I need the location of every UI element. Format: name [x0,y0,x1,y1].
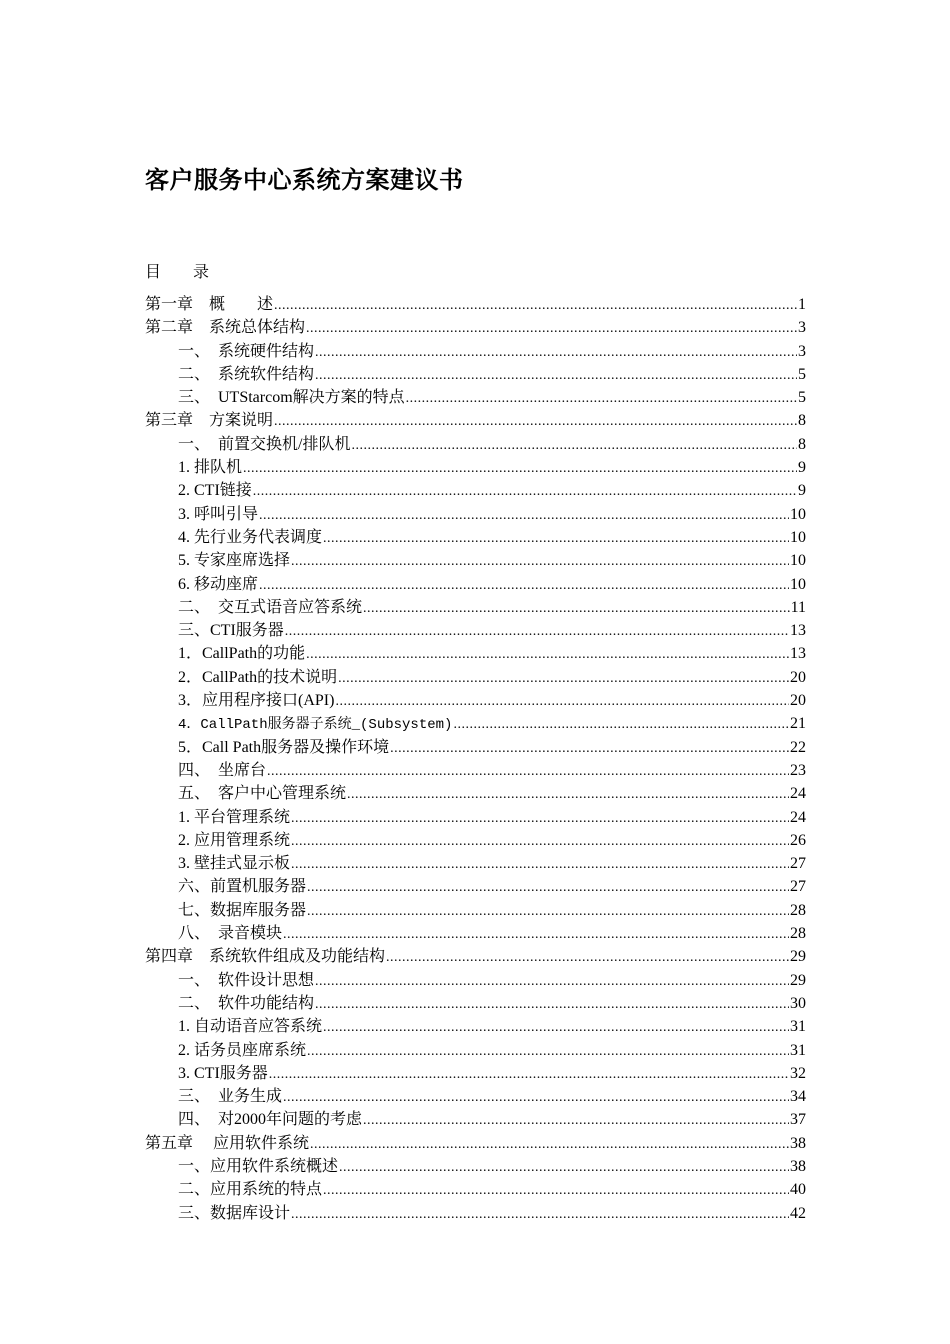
toc-page-number: 34 [790,1088,806,1106]
toc-entry[interactable] [145,1015,806,1038]
document-title: 客户服务中心系统方案建议书 [145,166,464,194]
toc-dot-leader [285,620,789,643]
toc-page-number: 10 [790,575,806,593]
toc-entry[interactable] [145,619,806,642]
toc-dot-leader [351,434,797,457]
toc-dot-leader [291,830,789,853]
toc-dot-leader [291,550,789,573]
toc-entry[interactable] [145,922,806,945]
toc-entry-title: 3．应用程序接口(API) [178,692,335,710]
toc-page-number: 9 [798,459,806,477]
toc-dot-leader [315,341,797,364]
toc-entry[interactable] [145,1039,806,1062]
toc-page-number: 38 [790,1134,806,1152]
toc-dot-leader [259,574,789,597]
toc-dot-leader [363,1109,789,1132]
toc-dot-leader [307,900,789,923]
toc-dot-leader [259,504,789,527]
toc-page-number: 22 [790,738,806,756]
toc-dot-leader [267,760,789,783]
toc-page-number: 10 [790,552,806,570]
toc-entry[interactable] [145,1155,806,1178]
toc-entry[interactable] [145,875,806,898]
toc-entry[interactable] [145,363,806,386]
toc-entry[interactable] [145,409,806,432]
toc-dot-leader [307,876,789,899]
toc-dot-leader [390,737,789,760]
toc-dot-leader [310,1133,789,1156]
toc-dot-leader [406,387,797,410]
toc-page-number: 5 [798,365,806,383]
toc-entry[interactable] [145,1085,806,1108]
toc-entry[interactable] [145,293,806,316]
toc-dot-leader [315,993,789,1016]
toc-entry[interactable] [145,642,806,665]
toc-entry[interactable] [145,806,806,829]
toc-entry-title: 6. 移动座席 [178,575,259,593]
toc-dot-leader [269,1063,789,1086]
toc-entry[interactable] [145,340,806,363]
toc-page-number: 5 [798,389,806,407]
toc-page-number: 8 [798,435,806,453]
toc-entry-title: 4．CallPath服务器子系统_(Subsystem) [178,717,453,734]
toc-entry-title: 三、 UTStarcom解决方案的特点 [178,389,405,407]
toc-entry-title: 一、 系统硬件结构 [178,342,315,360]
toc-entry-title: 3. 壁挂式显示板 [178,855,291,873]
toc-entry[interactable] [145,503,806,526]
toc-page-number: 28 [790,925,806,943]
toc-dot-leader [386,946,789,969]
toc-dot-leader [338,667,789,690]
toc-entry[interactable] [145,782,806,805]
toc-entry[interactable] [145,992,806,1015]
toc-entry-title: 第四章 系统软件组成及功能结构 [145,948,386,966]
toc-entry-title: 4. 先行业务代表调度 [178,528,323,546]
table-of-contents [145,293,806,1225]
toc-entry[interactable] [145,1062,806,1085]
toc-entry-title: 二、 交互式语音应答系统 [178,598,363,616]
toc-entry-title: 三、CTI服务器 [178,622,284,640]
toc-entry[interactable] [145,316,806,339]
toc-entry[interactable] [145,1202,806,1225]
toc-entry-title: 第三章 方案说明 [145,412,274,430]
toc-entry-title: 三、数据库设计 [178,1204,291,1222]
toc-entry[interactable] [145,1178,806,1201]
toc-page-number: 23 [790,761,806,779]
toc-page-number: 10 [790,528,806,546]
toc-entry[interactable] [145,666,806,689]
toc-page-number: 37 [790,1111,806,1129]
toc-page-number: 10 [790,505,806,523]
toc-page-number: 29 [790,948,806,966]
toc-page-number: 3 [798,342,806,360]
toc-entry-title: 四、 坐席台 [178,761,267,779]
toc-page-number: 20 [790,692,806,710]
toc-entry-title: 三、 业务生成 [178,1088,283,1106]
toc-dot-leader [315,364,797,387]
toc-entry-title: 1．CallPath的功能 [178,645,306,663]
toc-entry-title: 2. 应用管理系统 [178,831,291,849]
toc-entry-title: 二、 软件功能结构 [178,994,315,1012]
toc-page-number: 24 [790,785,806,803]
toc-dot-leader [291,807,789,830]
toc-entry[interactable] [145,1132,806,1155]
toc-entry-title: 六、前置机服务器 [178,878,307,896]
toc-page-number: 27 [790,878,806,896]
toc-entry[interactable] [145,1108,806,1131]
toc-entry[interactable] [145,526,806,549]
toc-entry-title: 2．CallPath的技术说明 [178,668,338,686]
toc-entry[interactable] [145,945,806,968]
toc-page-number: 26 [790,831,806,849]
toc-page-number: 3 [798,319,806,337]
toc-page-number: 8 [798,412,806,430]
toc-dot-leader [274,294,797,317]
toc-dot-leader [335,690,789,713]
toc-dot-leader [339,1156,789,1179]
toc-page-number: 31 [790,1041,806,1059]
toc-page-number: 21 [790,715,806,733]
toc-entry[interactable] [145,456,806,479]
toc-entry-title: 1. 平台管理系统 [178,808,291,826]
toc-entry-title: 第五章 应用软件系统 [145,1134,310,1152]
toc-dot-leader [347,783,789,806]
toc-page-number: 42 [790,1204,806,1222]
toc-entry-title: 五、 客户中心管理系统 [178,785,347,803]
toc-page-number: 27 [790,855,806,873]
toc-dot-leader [274,410,797,433]
toc-dot-leader [307,1040,789,1063]
toc-entry[interactable] [145,433,806,456]
toc-dot-leader [323,527,789,550]
toc-entry[interactable] [145,689,806,712]
toc-entry-title: 1. 排队机 [178,459,243,477]
toc-entry-title: 5．Call Path服务器及操作环境 [178,738,390,756]
toc-page-number: 31 [790,1018,806,1036]
toc-page-number: 29 [790,971,806,989]
toc-page-number: 32 [790,1064,806,1082]
toc-dot-leader [323,1016,789,1039]
toc-entry-title: 八、 录音模块 [178,925,283,943]
toc-entry-title: 3. CTI服务器 [178,1064,268,1082]
toc-entry-title: 3. 呼叫引导 [178,505,259,523]
toc-entry[interactable] [145,386,806,409]
toc-entry[interactable] [145,899,806,922]
toc-entry[interactable] [145,596,806,619]
toc-dot-leader [323,1179,789,1202]
toc-dot-leader [253,480,797,503]
toc-page-number: 28 [790,901,806,919]
toc-page-number: 11 [790,598,806,616]
toc-entry[interactable] [145,736,806,759]
toc-entry[interactable] [145,852,806,875]
toc-entry-title: 2. CTI链接 [178,482,252,500]
toc-entry-title: 第二章 系统总体结构 [145,319,306,337]
toc-page-number: 30 [790,994,806,1012]
toc-entry[interactable] [145,829,806,852]
toc-dot-leader [243,457,797,480]
toc-entry[interactable] [145,573,806,596]
toc-entry-title: 1. 自动语音应答系统 [178,1018,323,1036]
toc-dot-leader [291,853,789,876]
toc-page-number: 13 [790,645,806,663]
toc-entry-title: 一、 软件设计思想 [178,971,315,989]
toc-entry-title: 七、数据库服务器 [178,901,307,919]
toc-page-number: 40 [790,1181,806,1199]
toc-page-number: 13 [790,622,806,640]
toc-entry-title: 第一章 概 述 [145,296,274,313]
toc-entry-title: 一、应用软件系统概述 [178,1157,339,1175]
toc-page-number: 38 [790,1157,806,1175]
toc-dot-leader [306,643,789,666]
toc-dot-leader [283,1086,789,1109]
toc-entry[interactable] [145,969,806,992]
toc-dot-leader [291,1203,789,1226]
toc-dot-leader [453,713,789,736]
toc-entry[interactable] [145,479,806,502]
toc-entry[interactable] [145,712,806,735]
toc-entry-title: 二、 系统软件结构 [178,365,315,383]
toc-dot-leader [306,317,797,340]
toc-dot-leader [363,597,790,620]
toc-dot-leader [283,923,789,946]
toc-entry-title: 一、 前置交换机/排队机 [178,435,351,453]
toc-entry-title: 5. 专家座席选择 [178,552,291,570]
toc-page-number: 9 [798,482,806,500]
toc-heading: 目 录 [145,262,210,281]
toc-entry-title: 四、 对2000年问题的考虑 [178,1111,363,1129]
toc-page-number: 20 [790,668,806,686]
toc-entry[interactable] [145,759,806,782]
toc-entry-title: 2. 话务员座席系统 [178,1041,307,1059]
toc-dot-leader [315,970,789,993]
toc-entry[interactable] [145,549,806,572]
toc-entry-title: 二、应用系统的特点 [178,1181,323,1199]
toc-page-number: 24 [790,808,806,826]
toc-page-number: 1 [798,296,806,313]
